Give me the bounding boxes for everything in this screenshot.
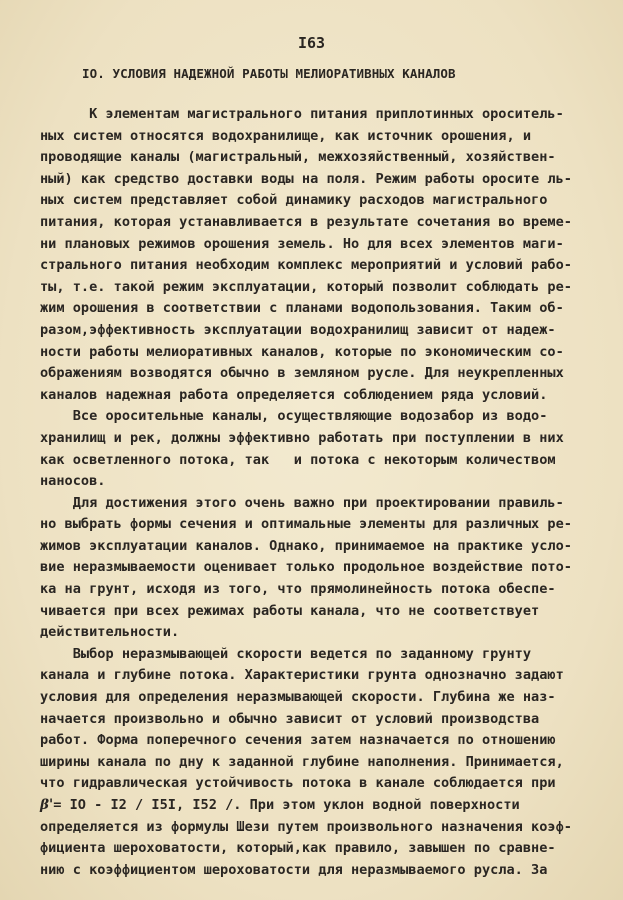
text-line: вие неразмываемости оценивает только продольное воздействие пото- <box>40 559 572 576</box>
text-line: ты, т.е. такой режим эксплуатации, который позволит соблюдать ре- <box>40 278 572 295</box>
text-line: ни плановых режимов орошения земель. Но для всех элементов маги- <box>40 235 564 252</box>
text-line: работ. Форма поперечного сечения затем назначается по отношению <box>40 732 556 749</box>
text-line: определяется из формулы Шези путем произвольного назначения коэф- <box>40 818 572 835</box>
text-line: ный) как средство доставки воды на поля. Режим работы оросите ль- <box>40 170 572 187</box>
text-line: ности работы мелиоративных каналов, которые по экономическим со- <box>40 343 564 360</box>
text-line: как осветленного потока, так и потока с некоторым количеством <box>40 451 556 468</box>
text-line: действительности. <box>40 624 180 641</box>
text-line: стрального питания необходим комплекс мероприятий и условий рабо- <box>40 257 572 274</box>
text-line: ка на грунт, исходя из того, что прямолинейность потока обеспе- <box>40 581 556 598</box>
text-line: что гидравлическая устойчивость потока в канале соблюдается при <box>40 775 556 792</box>
text-line: питания, которая устанавливается в результате сочетания во време- <box>40 213 572 230</box>
text-line: Все оросительные каналы, осуществляющие водозабор из водо- <box>40 408 548 425</box>
text-line: условия для определения неразмывающей скорости. Глубина же наз- <box>40 689 556 706</box>
section-heading: IO. УСЛОВИЯ НАДЕЖНОЙ РАБОТЫ МЕЛИОРАТИВНЫХ КАНАЛОВ <box>82 66 456 81</box>
text-line: чивается при всех режимах работы канала, что не соответствует <box>40 602 540 619</box>
text-line: канала и глубине потока. Характеристики грунта однозначно задают <box>40 667 564 684</box>
text-line: наносов. <box>40 473 106 490</box>
text-line: ных систем представляет собой динамику расходов магистрального <box>40 192 548 209</box>
text-line: Для достижения этого очень важно при проектировании правиль- <box>40 494 564 511</box>
text-line: К элементам магистрального питания приплотинных ороситель- <box>40 106 564 122</box>
text-line: ных систем относятся водохранилище, как источник орошения, и <box>40 127 532 144</box>
text-line: начается произвольно и обычно зависит от условий производства <box>40 710 540 727</box>
body-text <box>40 104 600 881</box>
text-line: но выбрать формы сечения и оптимальные элементы для различных ре- <box>40 516 572 533</box>
text-line: жим орошения в соответствии с планами водопользования. Таким об- <box>40 300 564 317</box>
text-line: разом,эффективность эксплуатации водохранилищ зависит от надеж- <box>40 321 556 338</box>
text-line <box>40 795 600 817</box>
text-line: Выбор неразмывающей скорости ведется по заданному грунту <box>40 645 532 662</box>
text-line: нию с коэффициентом шероховатости для неразмываемого русла. За <box>40 861 548 878</box>
page-number: I63 <box>297 34 326 52</box>
text-line: фициента шероховатости, который,как правило, завышен по сравне- <box>40 840 556 857</box>
text-line-rest: = IO - I2 / I5I, I52 /. При этом уклон водной поверхности <box>53 797 520 813</box>
text-line: хранилищ и рек, должны эффективно работать при поступлении в них <box>40 429 564 446</box>
text-line: проводящие каналы (магистральный, межхозяйственный, хозяйствен- <box>40 149 556 166</box>
beta-symbol: β' <box>40 797 54 813</box>
text-line: жимов эксплуатации каналов. Однако, принимаемое на практике усло- <box>40 537 572 554</box>
text-line: ширины канала по дну к заданной глубине наполнения. Принимается, <box>40 753 564 770</box>
text-line: каналов надежная работа определяется соблюдением ряда условий. <box>40 386 548 403</box>
text-line: ображениям возводятся обычно в земляном русле. Для неукрепленных <box>40 365 564 382</box>
